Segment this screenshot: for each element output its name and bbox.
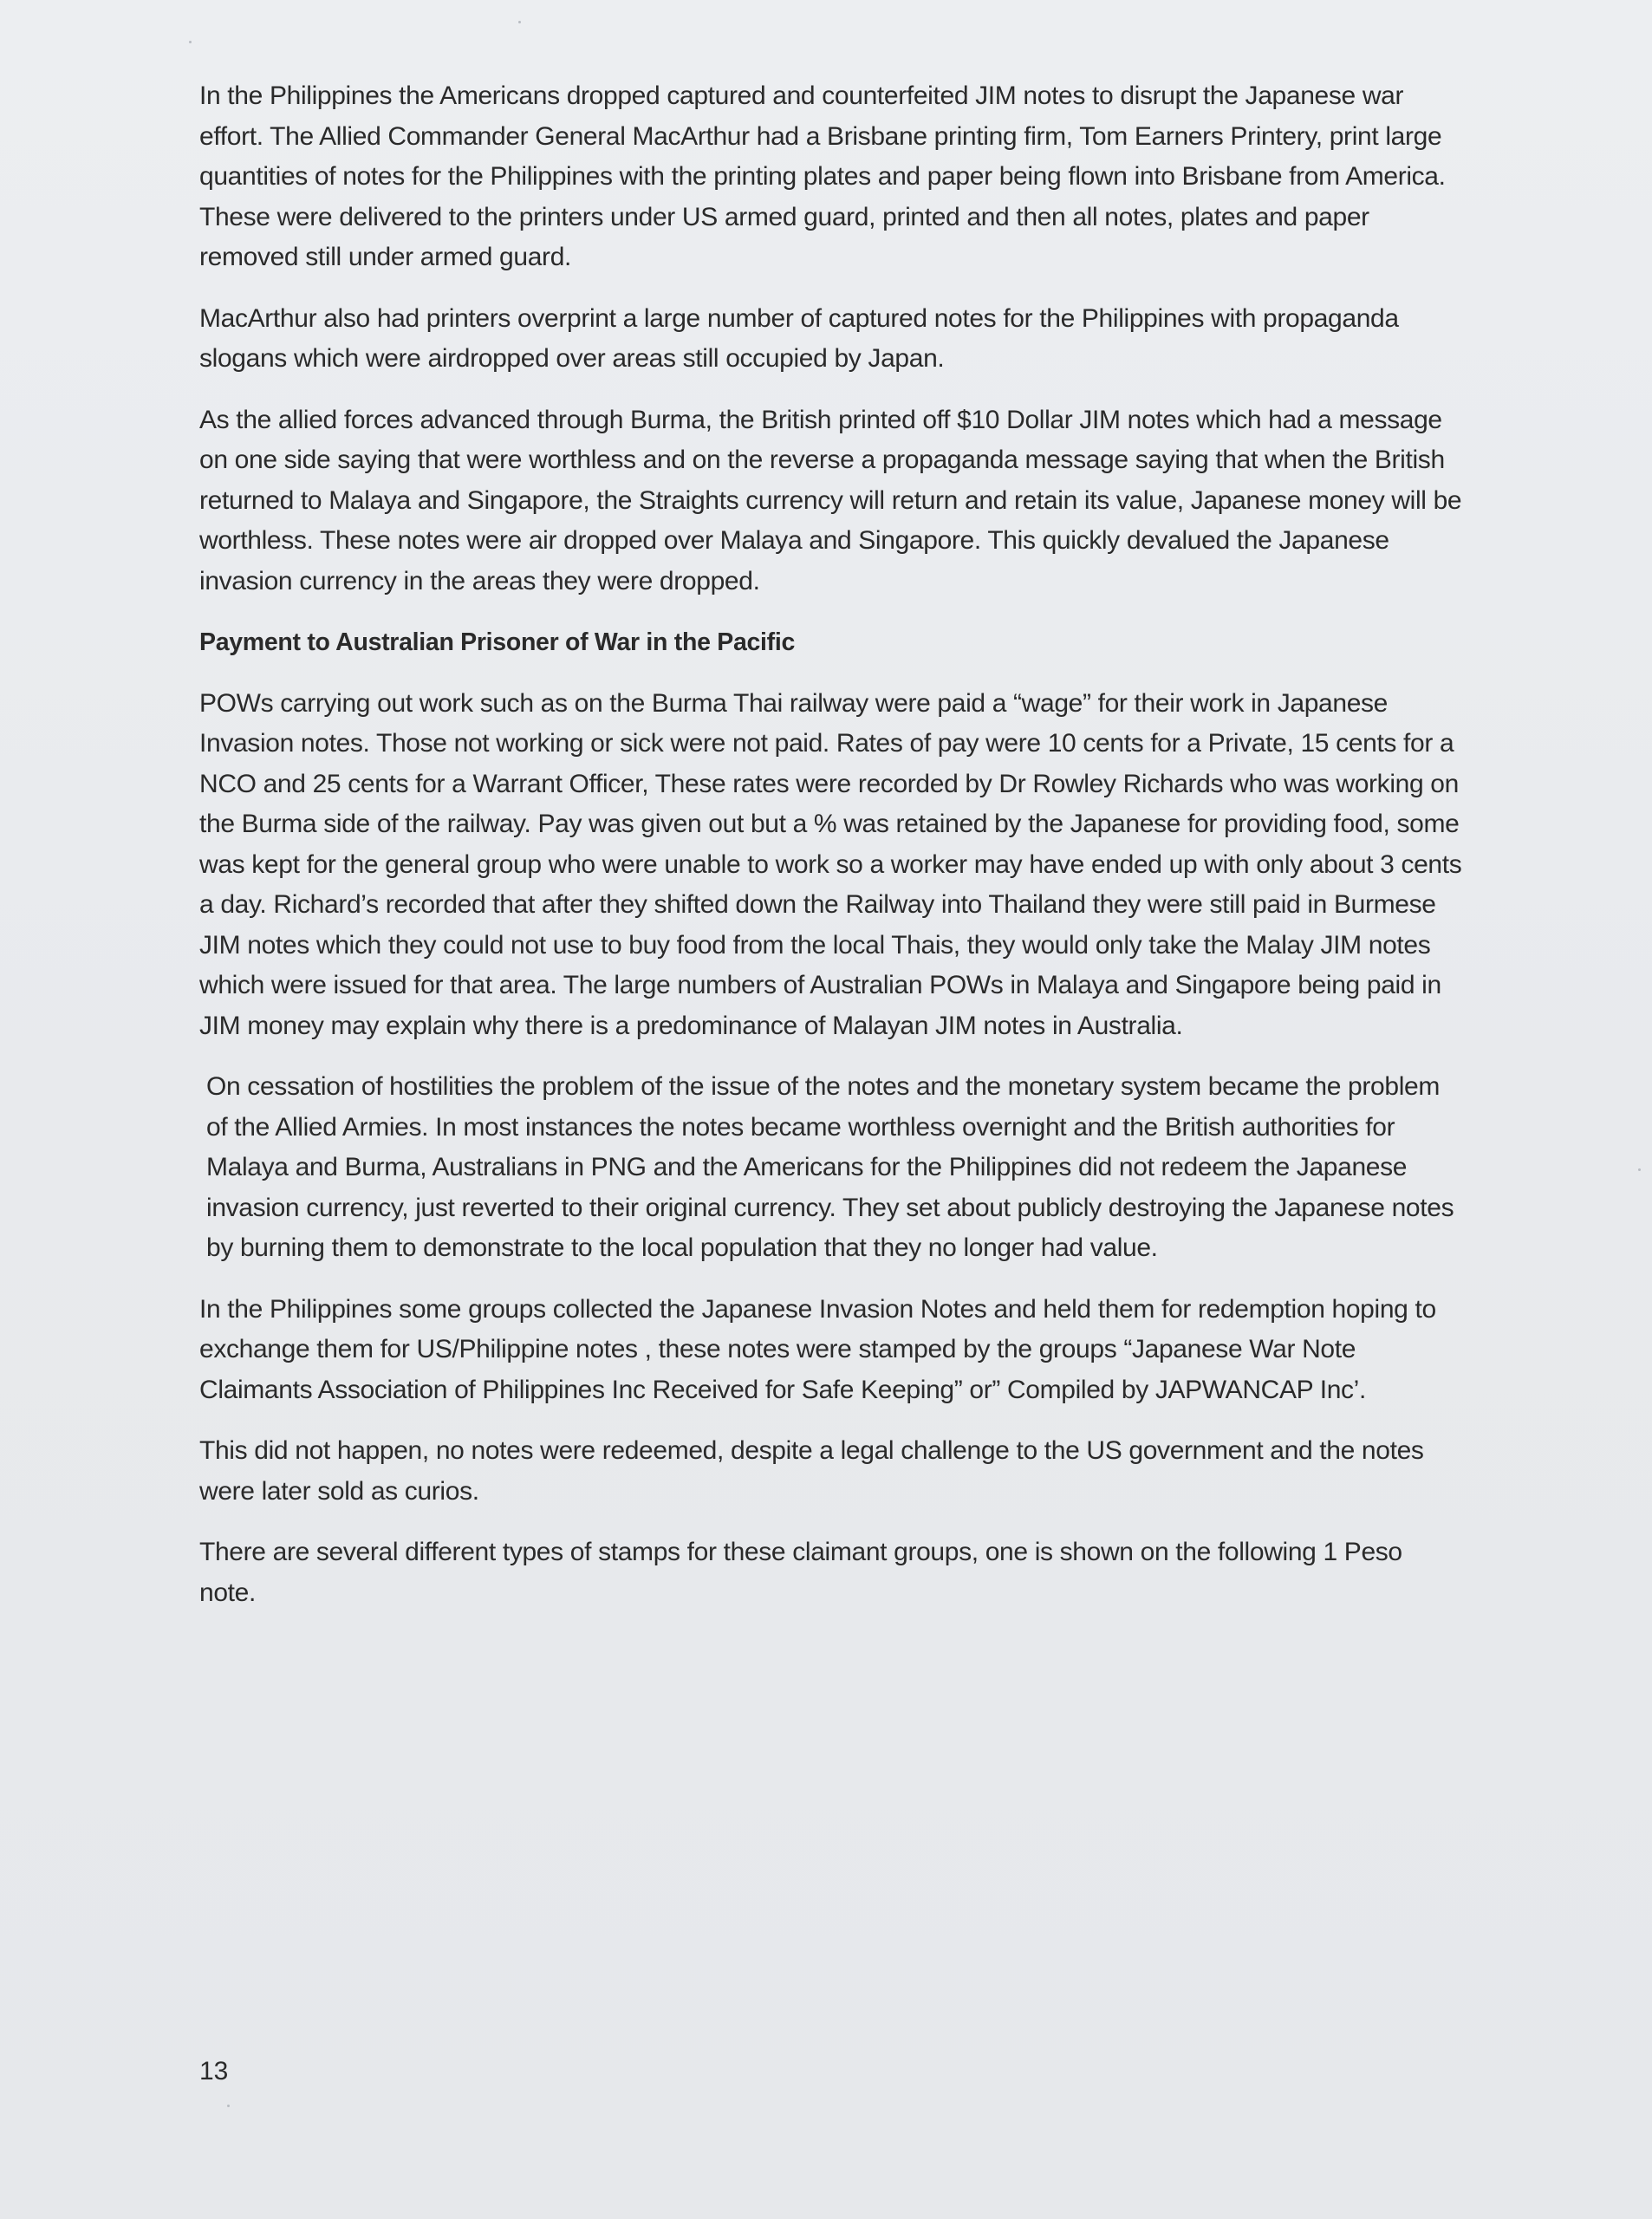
paragraph-philippines-counterfeit: In the Philippines the Americans dropped captured and counterfeited JIM notes to disrupt the Japanese war effort. The Allied Commander General MacArthur had a Brisbane printing firm, Tom Earners Printery, print large quantities of notes for the Philippines with the printing plates and paper being flown into Brisbane from America. These were delivered to the printers under US armed guard, printed and then all notes, plates and paper removed still under armed guard. — [199, 81, 1446, 271]
scan-speck — [518, 21, 521, 23]
paragraph-no-redemption: This did not happen, no notes were redeemed, despite a legal challenge to the US government and the notes were later sold as curios. — [199, 1436, 1424, 1506]
document-body — [199, 76, 1465, 1634]
paragraph-macarthur-overprint: MacArthur also had printers overprint a large number of captured notes for the Philippines with propaganda slogans which were airdropped over areas still occupied by Japan. — [199, 303, 1399, 373]
paragraph-stamp-types: There are several different types of stamps for these claimant groups, one is shown on the following 1 Peso note. — [199, 1538, 1402, 1607]
paragraph-burma-propaganda: As the allied forces advanced through Burma, the British printed off $10 Dollar JIM notes which had a message on one side saying that were worthless and on the reverse a propaganda message saying that when the British returned to Malaya and Singapore, the Straights currency will return and retain its value, Japanese money will be worthless. These notes were air dropped over Malaya and Singapore. This quickly devalued the Japanese invasion currency in the areas they were dropped. — [199, 405, 1462, 595]
scan-speck — [227, 2105, 230, 2107]
scan-speck — [1638, 1168, 1641, 1171]
paragraph-cessation-hostilities: On cessation of hostilities the problem of the issue of the notes and the monetary system became the problem of the Allied Armies. In most instances the notes became worthless overnight and the British authorities for Malaya and Burma, Australians in PNG and the Americans for the Philippines did not redeem the Japanese invasion currency, just reverted to their original currency. They set about publicly destroying the Japanese notes by burning them to demonstrate to the local population that they no longer had value. — [206, 1072, 1454, 1262]
section-heading: Payment to Australian Prisoner of War in the Pacific — [199, 628, 796, 656]
paragraph-pow-wages: POWs carrying out work such as on the Burma Thai railway were paid a “wage” for their work in Japanese Invasion notes. Those not working or sick were not paid. Rates of pay were 10 cents for a Private, 15 cents for a NCO and 25 cents for a Warrant Officer, These rates were recorded by Dr Rowley Richards who was working on the Burma side of the railway. Pay was given out but a % was retained by the Japanese for providing food, some was kept for the general group who were unable to work so a worker may have ended up with only about 3 cents a day. Richard’s recorded that after they shifted down the Railway into Thailand they were still paid in Burmese JIM notes which they could not use to buy food from the local Thais, they would only take the Malay JIM notes which were issued for that area. The large numbers of Australian POWs in Malaya and Singapore being paid in JIM money may explain why there is a predominance of Malayan JIM notes in Australia. — [199, 688, 1462, 1040]
page-number: 13 — [199, 2057, 229, 2086]
scan-speck — [189, 41, 192, 43]
paragraph-claimant-groups: In the Philippines some groups collected the Japanese Invasion Notes and held them for redemption hoping to exchange them for US/Philippine notes , these notes were stamped by the groups “Japanese War Note Claimants Association of Philippines Inc Received for Safe Keeping” or” Compiled by JAPWANCAP Inc’. — [199, 1294, 1436, 1404]
